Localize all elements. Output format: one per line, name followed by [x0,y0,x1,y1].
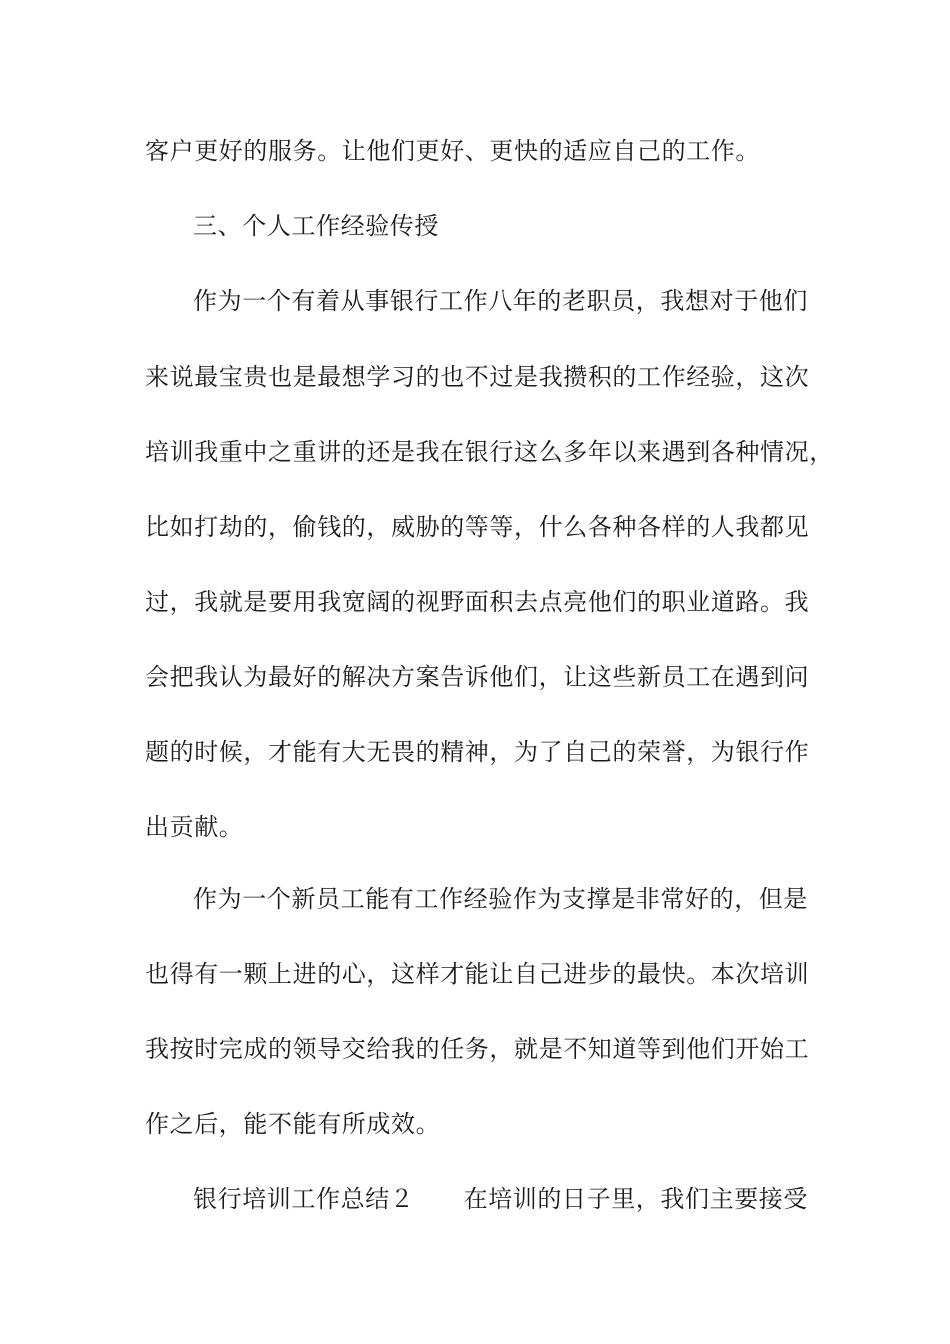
text-line-13: 我按时完成的领导交给我的任务，就是不知道等到他们开始工 [145,1035,810,1063]
text-line-5: 培训我重中之重讲的还是我在银行这么多年以来遇到各种情况， [145,438,834,466]
text-line-9: 题的时候，才能有大无畏的精神，为了自己的荣誉，为银行作 [145,738,810,766]
section-heading: 三、个人工作经验传授 [193,212,439,240]
text-line-12: 也得有一颗上进的心，这样才能让自己进步的最快。本次培训 [145,960,810,988]
text-line-1: 客户更好的服务。让他们更好、更快的适应自己的工作。 [145,137,760,165]
text-line-7: 过，我就是要用我宽阔的视野面积去点亮他们的职业道路。我 [145,588,810,616]
text-line-3: 作为一个有着从事银行工作八年的老职员，我想对于他们 [193,287,808,315]
section-title-line: 银行培训工作总结２ 在培训的日子里，我们主要接受 [193,1185,808,1213]
text-line-14: 作之后，能不能有所成效。 [145,1110,441,1138]
text-line-11: 作为一个新员工能有工作经验作为支撑是非常好的，但是 [193,885,808,913]
text-line-10: 出贡献。 [145,813,244,841]
text-line-4: 来说最宝贵也是最想学习的也不过是我攒积的工作经验，这次 [145,363,810,391]
text-line-6: 比如打劫的，偷钱的，威胁的等等，什么各种各样的人我都见 [145,513,810,541]
text-line-8: 会把我认为最好的解决方案告诉他们，让这些新员工在遇到问 [145,663,810,691]
